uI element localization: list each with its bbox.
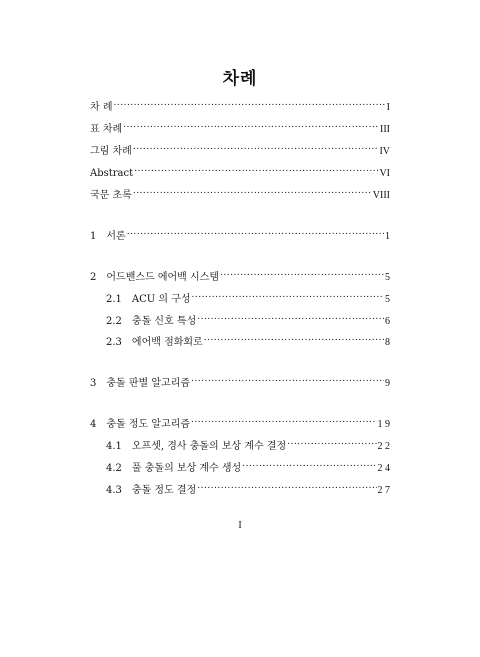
toc-entry-table-list[interactable]: [90, 118, 390, 137]
page-number: I: [238, 520, 242, 531]
toc-entry-figure-list[interactable]: [90, 140, 390, 159]
toc-entry-chapter-3[interactable]: [90, 372, 390, 391]
toc-entry-contents[interactable]: [90, 96, 390, 115]
toc-entry-label: 표 차례: [90, 124, 123, 135]
toc-entry-label: 서론: [106, 231, 126, 242]
toc-entry-chapter-4[interactable]: [90, 413, 390, 432]
toc-entry-page: III: [380, 124, 390, 135]
leader-dots: [191, 372, 384, 386]
leader-dots: [127, 225, 384, 239]
toc-entry-section-4-1[interactable]: [106, 435, 390, 454]
toc-entry-label: 국문 초록: [90, 190, 132, 201]
toc-entry-section-4-3[interactable]: [106, 479, 390, 498]
toc-entry-page: 2 2: [377, 441, 390, 452]
leader-dots: [287, 435, 376, 449]
toc-entry-page: IV: [379, 146, 390, 157]
leader-dots: [197, 479, 376, 493]
toc-entry-label: 충돌 정도 알고리즘: [106, 419, 191, 430]
toc-entry-number: 2.2: [106, 316, 122, 327]
toc-entry-number: 3: [90, 378, 97, 389]
toc-entry-page: 6: [385, 316, 390, 327]
toc-entry-label: 충돌 판별 알고리즘: [106, 378, 191, 389]
leader-dots: [133, 184, 372, 198]
toc-entry-korean-abstract[interactable]: [90, 184, 390, 203]
toc-entry-section-2-2[interactable]: [106, 310, 390, 329]
toc-entry-number: 2.1: [106, 294, 122, 305]
toc-entry-number: 4.1: [106, 441, 122, 452]
leader-dots: [191, 413, 376, 427]
toc-entry-number: 2: [90, 272, 97, 283]
toc-entry-number: 1: [90, 231, 97, 242]
leader-dots: [114, 96, 386, 110]
toc-entry-label: 에어백 점화회로: [131, 337, 203, 348]
toc-entry-label: ACU 의 구성: [131, 294, 191, 305]
toc-entry-page: 9: [385, 378, 390, 389]
leader-dots: [197, 310, 384, 324]
toc-entry-chapter-2[interactable]: [90, 266, 390, 285]
toc-entry-page: VIII: [372, 190, 390, 201]
toc-entry-number: 2.3: [106, 337, 122, 348]
toc-entry-page: 1 9: [377, 419, 390, 430]
leader-dots: [133, 140, 379, 154]
toc-entry-label: 풀 충돌의 보상 계수 생성: [131, 463, 242, 474]
toc-entry-number: 4.2: [106, 463, 122, 474]
toc-entry-page: 5: [385, 272, 390, 283]
toc-entry-number: 4.3: [106, 485, 122, 496]
toc-entry-label: 충돌 신호 특성: [131, 316, 197, 327]
toc-entry-section-4-2[interactable]: [106, 457, 390, 476]
toc-entry-label: 충돌 정도 결정: [131, 485, 197, 496]
leader-dots: [242, 457, 376, 471]
leader-dots: [220, 266, 384, 280]
toc-entry-page: VI: [379, 168, 390, 179]
toc-entry-number: 4: [90, 419, 97, 430]
toc-entry-page: 5: [385, 294, 390, 305]
toc-entry-label: 오프셋, 경사 충돌의 보상 계수 결정: [131, 441, 287, 452]
toc-entry-label: 그림 차례: [90, 146, 132, 157]
toc-entry-chapter-1[interactable]: [90, 225, 390, 244]
toc-entry-page: 2 7: [377, 485, 390, 496]
toc-entry-page: 8: [385, 337, 390, 348]
toc-entry-label: Abstract: [90, 168, 134, 179]
leader-dots: [134, 162, 378, 176]
leader-dots: [204, 331, 384, 345]
page-title: 차례: [222, 69, 258, 89]
toc-entry-page: I: [386, 102, 390, 113]
toc-entry-page: 1: [385, 231, 390, 242]
leader-dots: [192, 288, 384, 302]
toc-entry-section-2-3[interactable]: [106, 331, 390, 350]
leader-dots: [123, 118, 379, 132]
toc-entry-label: 차 례: [90, 102, 113, 113]
toc-entry-abstract[interactable]: [90, 162, 390, 181]
toc-entry-page: 2 4: [377, 463, 390, 474]
toc-entry-section-2-1[interactable]: [106, 288, 390, 307]
toc-entry-label: 어드밴스드 에어백 시스템: [106, 272, 219, 283]
